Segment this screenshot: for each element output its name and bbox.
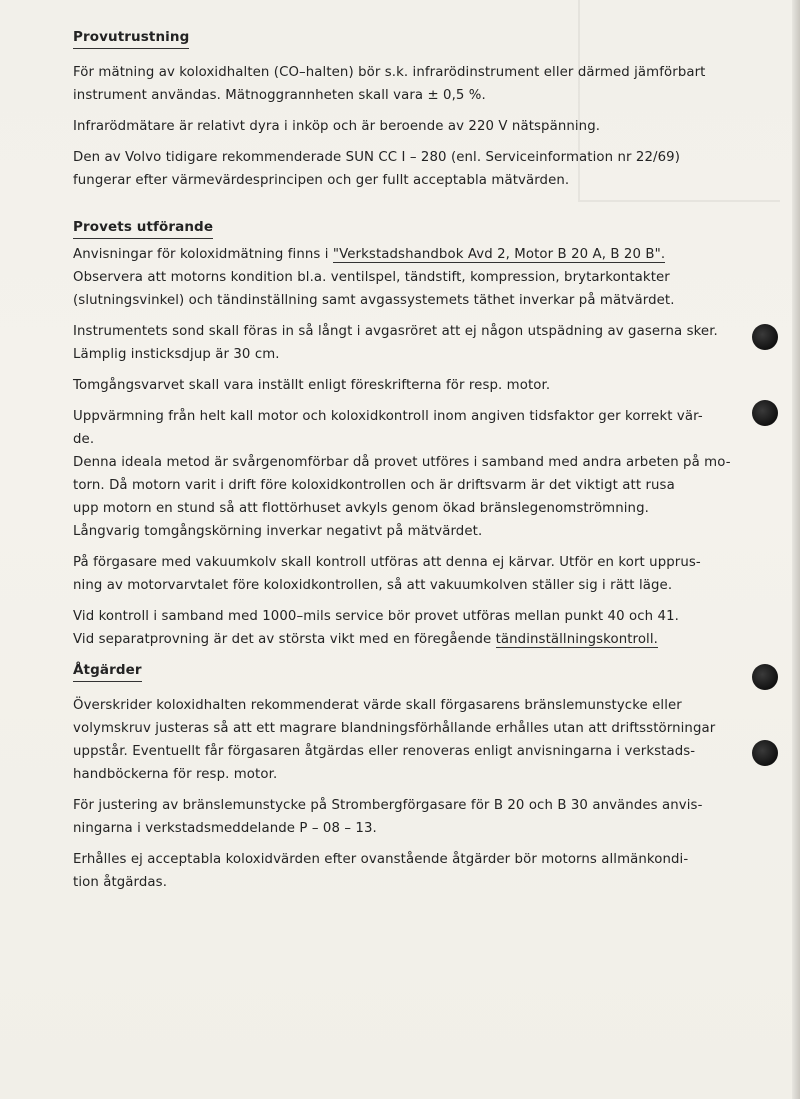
text-line: Instrumentets sond skall föras in så långt i avgasröret att ej någon utspädning av gaserna sker.	[73, 324, 718, 339]
paragraph	[73, 374, 713, 397]
paragraph	[73, 320, 718, 366]
text-line: Den av Volvo tidigare rekommenderade SUN CC I – 280 (enl. Serviceinformation nr 22/69)	[73, 150, 681, 165]
text-line: fungerar efter värmevärdesprincipen och ger fullt acceptabla mätvärden.	[73, 173, 570, 188]
text-line: uppstår. Eventuellt får förgasaren åtgärdas eller renoveras enligt anvisningarna i verkstads-	[73, 744, 696, 759]
text-line: Infrarödmätare är relativt dyra i inköp och är beroende av 220 V nätspänning.	[73, 119, 601, 134]
section-heading-provets-utforande: Provets utförande	[73, 218, 213, 239]
text-line: ning av motorvarvtalet före koloxidkontrollen, så att vakuumkolven ställer sig i rätt läge.	[73, 578, 673, 593]
text-line	[73, 628, 713, 651]
text-line: Erhålles ej acceptabla koloxidvärden efter ovanstående åtgärder bör motorns allmänkondi-	[73, 852, 689, 867]
text-line: Överskrider koloxidhalten rekommenderat värde skall förgasarens bränslemunstycke eller	[73, 698, 682, 713]
document-body	[73, 26, 731, 894]
text-line: Denna ideala metod är svårgenomförbar då provet utföres i samband med andra arbeten på mo-	[73, 455, 731, 470]
text-line: torn. Då motorn varit i drift före koloxidkontrollen och är driftsvarm är det viktigt att rusa	[73, 478, 675, 493]
text-line: För mätning av koloxidhalten (CO–halten) bör s.k. infrarödinstrument eller därmed jämförbart	[73, 65, 706, 80]
paragraph	[73, 605, 713, 651]
page-edge	[792, 0, 800, 1099]
text-line: Uppvärmning från helt kall motor och koloxidkontroll inom angiven tidsfaktor ger korrekt vär-	[73, 409, 703, 424]
text-line: volymskruv justeras så att ett magrare blandningsförhållande erhålles utan att driftsstörningar	[73, 721, 716, 736]
text-line: de.	[73, 432, 95, 447]
paragraph	[73, 551, 713, 597]
paragraph	[73, 694, 716, 786]
text-line: Vid kontroll i samband med 1000–mils service bör provet utföras mellan punkt 40 och 41.	[73, 609, 679, 624]
paragraph	[73, 243, 713, 312]
text-line	[73, 243, 713, 266]
text-line: tion åtgärdas.	[73, 875, 168, 890]
text-line: Tomgångsvarvet skall vara inställt enligt föreskrifterna för resp. motor.	[73, 378, 551, 393]
paragraph	[73, 146, 713, 192]
text-run: Vid separatprovning är det av största vikt med en föregående	[73, 632, 496, 647]
binder-hole	[752, 740, 778, 766]
paragraph	[73, 61, 713, 107]
text-line: ningarna i verkstadsmeddelande P – 08 – 13.	[73, 821, 377, 836]
text-line: handböckerna för resp. motor.	[73, 767, 278, 782]
text-line: För justering av bränslemunstycke på Strombergförgasare för B 20 och B 30 användes anvis-	[73, 798, 703, 813]
text-line: (slutningsvinkel) och tändinställning samt avgassystemets täthet inverkar på mätvärdet.	[73, 293, 675, 308]
binder-hole	[752, 324, 778, 350]
emphasized-term: tändinställningskontroll.	[495, 632, 658, 647]
paragraph	[73, 794, 713, 840]
paragraph	[73, 848, 713, 894]
paragraph	[73, 405, 731, 543]
text-line: Observera att motorns kondition bl.a. ventilspel, tändstift, kompression, brytarkontakter	[73, 270, 670, 285]
text-line: Lämplig insticksdjup är 30 cm.	[73, 347, 280, 362]
binder-hole	[752, 400, 778, 426]
text-line: Långvarig tomgångskörning inverkar negativt på mätvärdet.	[73, 524, 483, 539]
text-run: Anvisningar för koloxidmätning finns i	[73, 247, 333, 262]
text-line: instrument användas. Mätnoggrannheten skall vara ± 0,5 %.	[73, 88, 486, 103]
section-heading-atgarder: Åtgärder	[73, 661, 142, 682]
paragraph	[73, 115, 713, 138]
manual-reference: "Verkstadshandbok Avd 2, Motor B 20 A, B 20 B".	[332, 247, 666, 262]
text-line: På förgasare med vakuumkolv skall kontroll utföras att denna ej kärvar. Utför en kort upprus-	[73, 555, 701, 570]
text-line: upp motorn en stund så att flottörhuset avkyls genom ökad bränslegenomströmning.	[73, 501, 649, 516]
section-heading-provutrustning: Provutrustning	[73, 28, 189, 49]
binder-hole	[752, 664, 778, 690]
